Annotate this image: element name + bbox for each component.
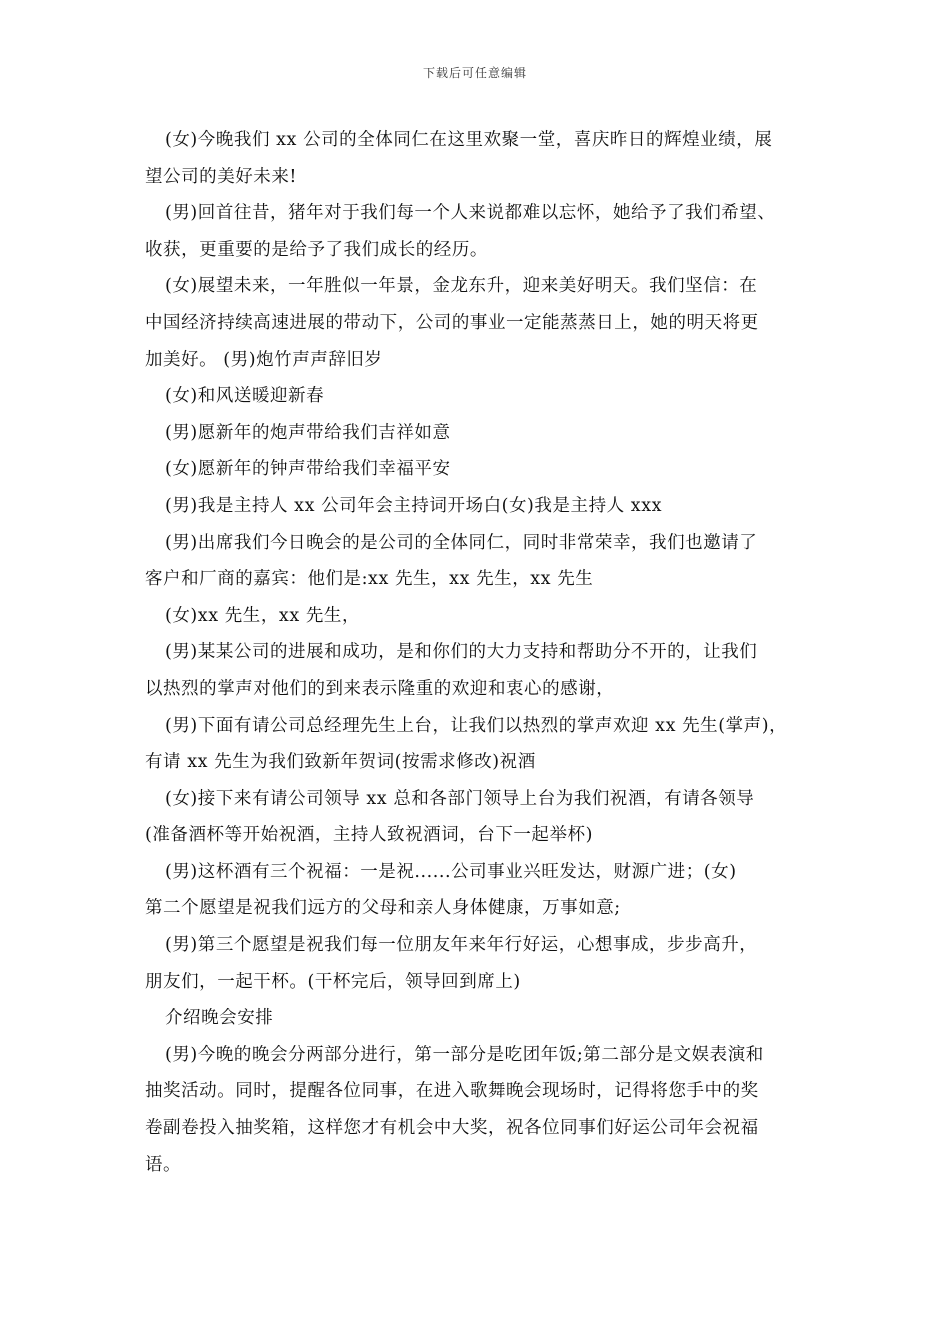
text-line: (男)下面有请公司总经理先生上台，让我们以热烈的掌声欢迎 xx 先生(掌声)， <box>165 715 788 736</box>
text-line: (女)展望未来，一年胜似一年景，金龙东升，迎来美好明天。我们坚信：在 <box>165 276 758 297</box>
text-line: 中国经济持续高速进展的带动下，公司的事业一定能蒸蒸日上，她的明天将更 <box>145 312 759 333</box>
text-line: (男)某某公司的进展和成功，是和你们的大力支持和帮助分不开的，让我们 <box>165 642 758 663</box>
text-line: 加美好。 (男)炮竹声声辞旧岁 <box>145 349 383 370</box>
text-line: (男)我是主持人 xx 公司年会主持词开场白(女)我是主持人 xxx <box>165 495 663 516</box>
text-line: (男)第三个愿望是祝我们每一位朋友年来年行好运，心想事成，步步高升， <box>165 935 758 956</box>
text-line: 抽奖活动。同时，提醒各位同事，在进入歌舞晚会现场时，记得将您手中的奖 <box>145 1081 759 1102</box>
text-line: 语。 <box>145 1154 182 1175</box>
text-line: (女)xx 先生，xx 先生， <box>165 605 361 626</box>
text-line: 收获，更重要的是给予了我们成长的经历。 <box>145 239 488 260</box>
text-line: (准备酒杯等开始祝酒，主持人致祝酒词，台下一起举杯) <box>145 825 593 846</box>
text-line: (女)接下来有请公司领导 xx 总和各部门领导上台为我们祝酒，有请各领导 <box>165 788 755 809</box>
text-line: 望公司的美好未来! <box>145 166 297 187</box>
page-header-note: 下载后可任意编辑 <box>422 66 527 80</box>
text-line: (男)回首往昔，猪年对于我们每一个人来说都难以忘怀，她给予了我们希望、 <box>165 203 776 224</box>
text-line: 客户和厂商的嘉宾：他们是:xx 先生，xx 先生，xx 先生 <box>145 569 594 590</box>
text-line: 有请 xx 先生为我们致新年贺词(按需求修改)祝酒 <box>145 752 536 773</box>
text-line: (男)愿新年的炮声带给我们吉祥如意 <box>165 422 451 443</box>
text-line: 以热烈的掌声对他们的到来表示隆重的欢迎和衷心的感谢， <box>145 678 615 699</box>
text-line: 卷副卷投入抽奖箱，这样您才有机会中大奖，祝各位同事们好运公司年会祝福 <box>145 1118 759 1139</box>
document-body <box>145 122 815 1183</box>
text-line: (男)出席我们今日晚会的是公司的全体同仁，同时非常荣幸，我们也邀请了 <box>165 532 758 553</box>
text-line: 朋友们，一起干杯。(干杯完后，领导回到席上) <box>145 971 521 992</box>
text-line: (女)愿新年的钟声带给我们幸福平安 <box>165 459 451 480</box>
text-line: (男)这杯酒有三个祝福：一是祝......公司事业兴旺发达，财源广进；(女) <box>165 861 737 882</box>
text-line: (女)今晚我们 xx 公司的全体同仁在这里欢聚一堂，喜庆昨日的辉煌业绩，展 <box>165 130 773 150</box>
text-line: (男)今晚的晚会分两部分进行，第一部分是吃团年饭;第二部分是文娱表演和 <box>165 1044 764 1065</box>
text-line: 第二个愿望是祝我们远方的父母和亲人身体健康，万事如意; <box>145 898 621 919</box>
text-line: (女)和风送暖迎新春 <box>165 386 325 407</box>
section-heading: 介绍晚会安排 <box>165 1008 274 1029</box>
